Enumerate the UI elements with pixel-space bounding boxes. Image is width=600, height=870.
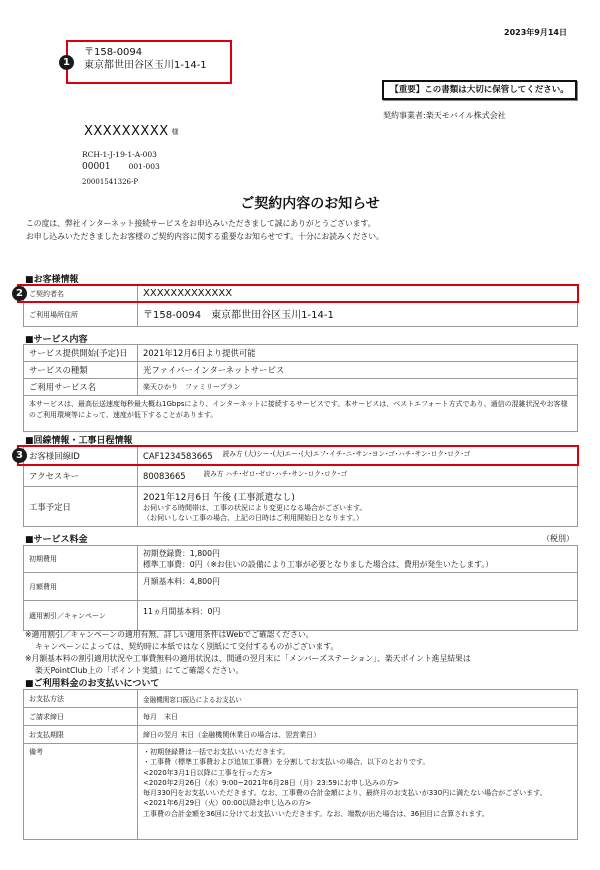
intro-line-2: お申し込みいただきましたお客様のご契約内容に関する重要なお知らせです。十分にお読みください。 <box>26 232 384 241</box>
access-key-value: 80083665 <box>143 471 186 481</box>
note-line-3: ※月額基本料の割引適用状況や工事費無料の適用状況は、開通の翌月末に「メンバーズステーション」、楽天ポイント進呈結果は <box>25 654 471 663</box>
contract-name-value: XXXXXXXXXXXXX <box>138 285 578 303</box>
payment-deadline-label: お支払期限 <box>24 726 138 744</box>
service-start-value: 2021年12月6日より提供可能 <box>138 345 578 362</box>
construction-note-1: お伺いする時間帯は、工事の状況により変更になる場合がございます。 <box>143 504 367 512</box>
mailing-address: 東京都世田谷区玉川1-14-1 <box>84 60 207 71</box>
note-line-1: ※適用割引／キャンペーンの適用有無、詳しい適用条件はWebでご確認ください。 <box>25 630 314 639</box>
recipient-name <box>84 124 179 139</box>
note-line-2: キャンペーンによっては、契約時に本紙ではなく別紙にて交付するものがございます。 <box>35 642 339 651</box>
remark-line-4: <2020年2月26日（水）9:00~2021年6月28日（月）23:59にお申し込みの方> <box>143 778 399 787</box>
table-row <box>24 546 578 573</box>
postal-code: 〒158-0094 <box>84 47 143 58</box>
billing-cutoff-value: 毎月 末日 <box>138 708 578 726</box>
remark-line-6: <2021年6月29日（火）00:00以降お申し込みの方> <box>143 799 312 808</box>
remark-line-5: 毎月330円をお支払いいただきます。なお、工事費の合計金額により、最終月のお支払いが330円に満たない場合がございます。 <box>143 789 547 798</box>
tax-excluded-note: （税別） <box>542 534 574 543</box>
table-row <box>24 362 578 379</box>
remark-line-7: 工事費の合計金額を36回に分けてお支払いいただきます。なお、端数が出た場合は、36回目に合算されます。 <box>143 809 489 818</box>
access-key-label: アクセスキー <box>24 466 138 487</box>
service-address-value: 〒158-0094 東京都世田谷区玉川1-14-1 <box>138 303 578 327</box>
payment-table <box>23 689 578 840</box>
callout-number-2-icon: 2 <box>12 286 27 301</box>
note-line-4: 楽天PointClub上の「ポイント実績」にてご確認ください。 <box>35 666 244 675</box>
reference-code-2a: 00001 <box>82 162 111 172</box>
table-row <box>24 466 578 487</box>
honorific: 様 <box>171 127 180 136</box>
document-date: 2023年9月14日 <box>504 28 567 37</box>
callout-number-3-icon: 3 <box>12 448 27 463</box>
service-description: 本サービスは、最高伝送速度毎秒最大概ね1Gbpsにより、インターネットに接続するサービスです。本サービスは、ベストエフォート方式であり、通信の混雑状況やお客様のご利用環境等によって、速度が低下することがあります。 <box>24 396 578 432</box>
intro-text <box>26 217 384 243</box>
table-row <box>24 447 578 466</box>
line-id-value: CAF1234583665 <box>143 451 213 461</box>
service-name-label: ご利用サービス名 <box>24 379 138 396</box>
contract-name-label: ご契約者名 <box>24 285 138 303</box>
remarks-label: 備考 <box>24 744 138 840</box>
line-id-reading: 読み方 (大)シー･(大)エー･(大)エフ･イチ･ニ･サン･ヨン･ゴ･ハチ･サン･ロク･ロク･ゴ <box>222 450 471 458</box>
initial-fee-cell <box>138 546 578 573</box>
table-row <box>24 379 578 396</box>
table-row <box>24 396 578 432</box>
table-row <box>24 601 578 631</box>
reference-code-2 <box>82 162 160 172</box>
construction-date-label: 工事予定日 <box>24 487 138 527</box>
payment-method-value: 金融機関窓口振込によるお支払い <box>138 690 578 708</box>
callout-number-1-icon: 1 <box>59 55 74 70</box>
section-heading-service-fees: ■サービス料金 <box>25 535 88 545</box>
remarks-cell <box>138 744 578 840</box>
table-row <box>24 345 578 362</box>
remark-line-1: ・初期登録費は一括でお支払いいただきます。 <box>143 748 290 756</box>
service-fees-table <box>23 545 578 631</box>
table-row <box>24 726 578 744</box>
section-heading-customer-info: ■お客様情報 <box>25 275 79 285</box>
access-key-cell <box>138 466 578 487</box>
registration-fee: 初期登録費：1,800円 <box>143 549 220 558</box>
section-heading-line-info: ■回線情報・工事日程情報 <box>25 436 133 446</box>
monthly-fee-label: 月額費用 <box>24 573 138 601</box>
monthly-fee-value: 月額基本料：4,800円 <box>138 573 578 601</box>
recipient-name-value: XXXXXXXXX <box>84 124 169 139</box>
section-heading-service-content: ■サービス内容 <box>25 335 88 345</box>
table-row <box>24 285 578 303</box>
table-row <box>24 708 578 726</box>
contract-operator: 契約事業者:楽天モバイル株式会社 <box>383 111 506 120</box>
line-id-cell <box>138 447 578 466</box>
service-content-table <box>23 344 578 432</box>
billing-cutoff-label: ご請求締日 <box>24 708 138 726</box>
payment-method-label: お支払方法 <box>24 690 138 708</box>
initial-fee-label: 初期費用 <box>24 546 138 573</box>
table-row <box>24 690 578 708</box>
important-notice: 【重要】この書類は大切に保管してください。 <box>382 80 577 100</box>
service-type-value: 光ファイバーインターネットサービス <box>138 362 578 379</box>
service-type-label: サービスの種類 <box>24 362 138 379</box>
standard-construction-fee: 標準工事費：0円（※お住いの設備により工事が必要となりました場合は、費用が発生いたします。） <box>143 560 494 569</box>
payment-deadline-value: 締日の翌月 末日（金融機関休業日の場合は、翌営業日） <box>138 726 578 744</box>
discount-campaign-value: 11ヵ月間基本料：0円 <box>138 601 578 631</box>
table-row <box>24 744 578 840</box>
service-start-label: サービス提供開始(予定)日 <box>24 345 138 362</box>
fee-notes <box>25 629 471 677</box>
remark-line-3: <2020年3月1日以降に工事を行った方> <box>143 768 273 777</box>
intro-line-1: この度は、弊社インターネット接続サービスをお申込みいただきまして誠にありがとうございます。 <box>26 219 376 228</box>
access-key-reading: 読み方 ハチ･ゼロ･ゼロ･ハチ･サン･ロク･ロク･ゴ <box>203 470 348 478</box>
remark-line-2: ・工事費（標準工事費および追加工事費）を分割してお支払いの場合、以下のとおりです。 <box>143 758 430 767</box>
reference-code-2b: 001-003 <box>128 162 160 171</box>
customer-info-table <box>23 284 578 327</box>
mailing-address-highlight <box>66 40 232 84</box>
reference-code-3: 20001541326-P <box>82 178 139 186</box>
table-row <box>24 487 578 527</box>
line-info-table <box>23 446 578 527</box>
table-row <box>24 303 578 327</box>
discount-campaign-label: 適用割引／キャンペーン <box>24 601 138 631</box>
page-title: ご契約内容のお知らせ <box>240 196 380 212</box>
reference-code-1: RCH-1-J-19-1-A-003 <box>82 150 157 159</box>
construction-date-value: 2021年12月6日 午後 (工事派遣なし) <box>143 493 295 503</box>
section-heading-payment: ■ご利用料金のお支払いについて <box>25 679 160 689</box>
service-name-value: 楽天ひかり ファミリープラン <box>138 379 578 396</box>
table-row <box>24 573 578 601</box>
construction-date-cell <box>138 487 578 527</box>
service-address-label: ご利用場所住所 <box>24 303 138 327</box>
construction-note-2: （お伺いしない工事の場合、上記の日時はご利用開始日となります。） <box>143 514 363 522</box>
line-id-label: お客様回線ID <box>24 447 138 466</box>
